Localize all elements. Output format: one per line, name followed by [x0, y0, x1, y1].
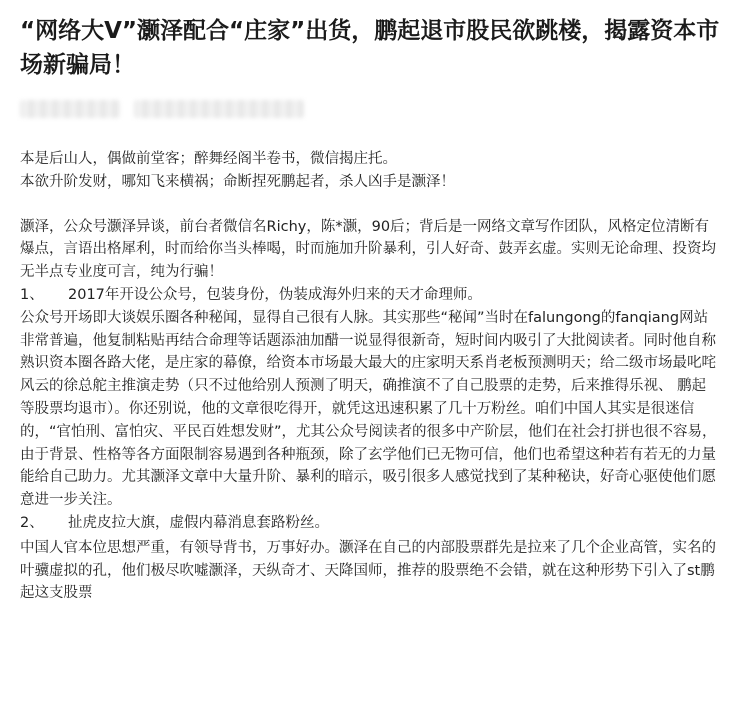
- paragraph-intro-2: 本欲升阶发财，哪知飞来横祸；命断捏死鹏起者，杀人凶手是灏泽！: [20, 173, 455, 190]
- list-item-1-title: 2017年开设公众号，包装身份，伪装成海外归来的天才命理师。: [68, 286, 482, 303]
- list-item-2-title: 扯虎皮拉大旗，虚假内幕消息套路粉丝。: [68, 514, 329, 531]
- list-item-1-number: 1、: [20, 286, 44, 303]
- blurred-author: [20, 100, 120, 118]
- list-item-1-heading: [20, 284, 720, 307]
- list-item-1-body: 公众号开场即大谈娱乐圈各种秘闻，显得自己很有人脉。其实那些“秘闻”当时在falungong的fanqiang网站非常普遍，他复制粘贴再结合命理等话题添油加醋一说显得很新奇，短时间内吸引了大批阅读者。同时他自称熟识资本圈各路大佬，是庄家的幕僚，给资本市场最大最大的庄家明天系肖老板预测明天；给二级市场最叱咤风云的徐总舵主推演走势（只不过他给别人预测了明天，确推演不了自己股票的走势，后来推得乐视、 鹏起等股票均退市）。你还别说，他的文章很吃得开，就凭这迅速积累了几十万粉丝。咱们中国人其实是很迷信的，“官怕刑、富怕灾、平民百姓想发财”，尤其公众号阅读者的很多中产阶层，他们在社会打拼也很不容易，由于背景、性格等各方面限制容易遇到各种瓶颈，除了玄学他们已无物可信，他们也希望这种若有若无的力量能给自己助力。尤其灏泽文章中大量升阶、暴利的暗示，吸引很多人感觉找到了某种秘诀，好奇心驱使他们愿意进一步关注。: [20, 309, 717, 509]
- paragraph-intro-1: 本是后山人，偶做前堂客；醉舞经阁半卷书，微信揭庄托。: [20, 151, 397, 167]
- article-title: “网络大V”灏泽配合“庄家”出货，鹏起退市股民欲跳楼，揭露资本市场新骗局！: [20, 18, 720, 78]
- list-item-2-number: 2、: [20, 514, 44, 531]
- list-item-2-heading: [20, 512, 720, 535]
- article-meta-blurred: [20, 96, 720, 122]
- paragraph-who: 灏泽，公众号灏泽异谈，前台者微信名Richy，陈*灏，90后；背后是一网络文章写作团队，风格定位清断有爆点，言语出格犀利，时而给你当头棒喝，时而施加升阶暴利，引人好奇、鼓弄玄虚。实则无论命理、投资均无半点专业度可言，纯为行骗！: [20, 218, 716, 281]
- blurred-date: [134, 100, 304, 118]
- article-body: [20, 148, 720, 605]
- list-item-2-body: 中国人官本位思想严重，有领导背书，万事好办。灏泽在自己的内部股票群先是拉来了几个企业高管，实名的叶骥虚拟的孔，他们极尽吹嘘灏泽，天纵奇才、天降国师，推荐的股票绝不会错，就在这种形势下引入了st鹏起这支股票: [20, 539, 716, 602]
- article-header: [20, 14, 720, 122]
- paragraph-gap: [20, 194, 720, 216]
